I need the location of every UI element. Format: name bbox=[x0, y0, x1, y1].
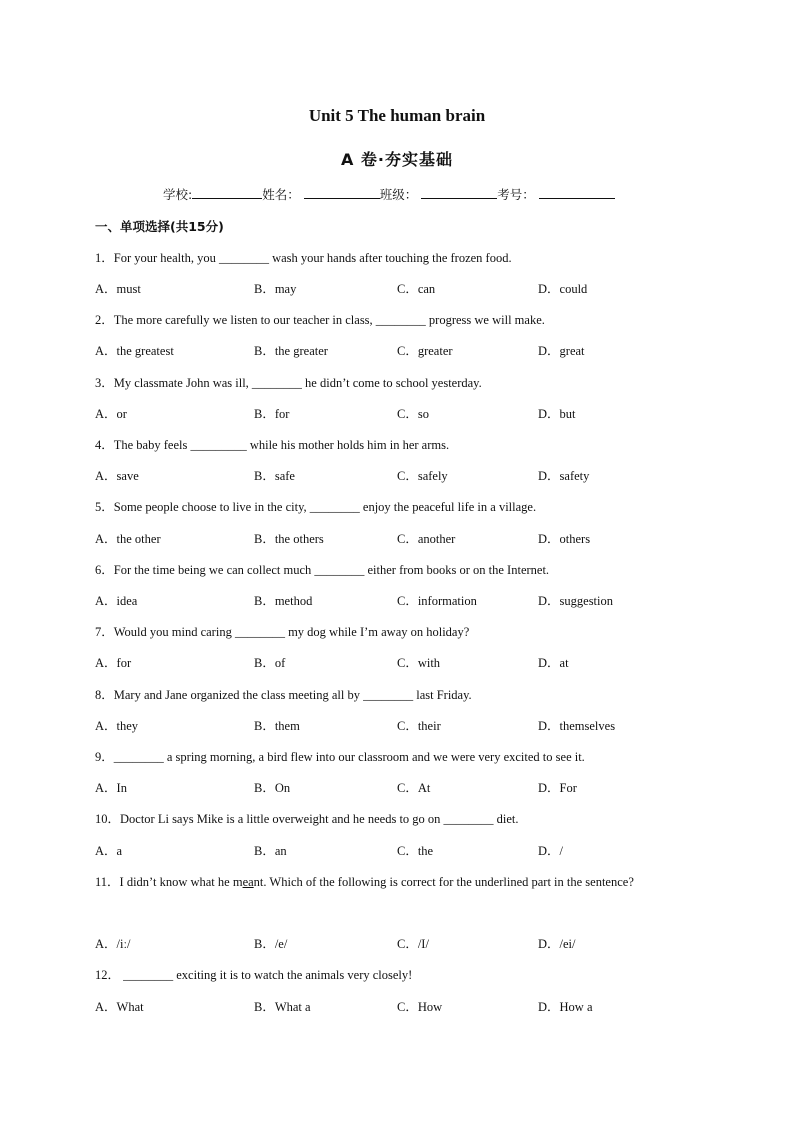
class-label: 班级： bbox=[379, 187, 418, 202]
question-9: 9．________ a spring morning, a bird flew into our classroom and we were very excited to see it. bbox=[95, 750, 585, 764]
option-d[interactable]: D．safety bbox=[538, 469, 590, 483]
option-a[interactable]: A．save bbox=[95, 469, 139, 483]
question-7: 7．Would you mind caring ________ my dog while I’m away on holiday? bbox=[95, 625, 470, 639]
option-c[interactable]: C．/I/ bbox=[397, 937, 429, 951]
option-d[interactable]: D．suggestion bbox=[538, 594, 614, 608]
option-b[interactable]: B．an bbox=[254, 844, 287, 858]
page-title: Unit 5 The human brain bbox=[308, 106, 486, 125]
option-d[interactable]: D．could bbox=[538, 282, 588, 296]
question-4: 4．The baby feels _________ while his mother holds him in her arms. bbox=[95, 438, 450, 452]
option-a[interactable]: A．/iː/ bbox=[95, 937, 131, 951]
section-heading: 一、单项选择(共15分) bbox=[95, 219, 224, 234]
underlined-letters: ea bbox=[242, 875, 254, 889]
option-b[interactable]: B．of bbox=[254, 656, 286, 670]
school-label: 学校: bbox=[163, 187, 193, 202]
question-6: 6．For the time being we can collect much ________ either from books or on the Internet. bbox=[95, 563, 550, 577]
option-a[interactable]: A．idea bbox=[95, 594, 138, 608]
school-blank[interactable] bbox=[192, 184, 262, 199]
question-10: 10．Doctor Li says Mike is a little overweight and he needs to go on ________ diet. bbox=[95, 812, 519, 826]
option-a[interactable]: A．or bbox=[95, 407, 127, 421]
option-c[interactable]: C．so bbox=[397, 407, 429, 421]
page-subtitle: A 卷·夯实基础 bbox=[340, 150, 454, 169]
name-label: 姓名： bbox=[262, 187, 300, 202]
option-a[interactable]: A．the other bbox=[95, 532, 161, 546]
option-c[interactable]: C．their bbox=[397, 719, 441, 733]
question-5: 5．Some people choose to live in the city, ________ enjoy the peaceful life in a village. bbox=[95, 500, 537, 514]
option-c[interactable]: C．another bbox=[397, 532, 456, 546]
option-a[interactable]: A．a bbox=[95, 844, 123, 858]
option-d[interactable]: D．/ bbox=[538, 844, 564, 858]
option-c[interactable]: C．How bbox=[397, 1000, 443, 1014]
option-d[interactable]: D．/ei/ bbox=[538, 937, 576, 951]
option-b[interactable]: B．safe bbox=[254, 469, 295, 483]
question-12: 12． ________ exciting it is to watch the animals very closely! bbox=[95, 968, 413, 982]
option-c[interactable]: C．safely bbox=[397, 469, 448, 483]
option-b[interactable]: B．On bbox=[254, 781, 291, 795]
option-a[interactable]: A．What bbox=[95, 1000, 144, 1014]
option-c[interactable]: C．the bbox=[397, 844, 434, 858]
option-b[interactable]: B．the greater bbox=[254, 344, 328, 358]
question-8: 8．Mary and Jane organized the class meeting all by ________ last Friday. bbox=[95, 688, 472, 702]
option-b[interactable]: B．the others bbox=[254, 532, 324, 546]
question-11 bbox=[95, 872, 634, 890]
option-b[interactable]: B．What a bbox=[254, 1000, 311, 1014]
option-a[interactable]: A．the greatest bbox=[95, 344, 174, 358]
option-b[interactable]: B．for bbox=[254, 407, 290, 421]
option-a[interactable]: A．In bbox=[95, 781, 127, 795]
option-c[interactable]: C．with bbox=[397, 656, 441, 670]
option-d[interactable]: D．great bbox=[538, 344, 585, 358]
option-c[interactable]: C．information bbox=[397, 594, 477, 608]
question-3: 3．My classmate John was ill, ________ he didn’t come to school yesterday. bbox=[95, 376, 482, 390]
option-b[interactable]: B．may bbox=[254, 282, 297, 296]
question-2: 2．The more carefully we listen to our teacher in class, ________ progress we will make. bbox=[95, 313, 545, 327]
option-d[interactable]: D．others bbox=[538, 532, 591, 546]
exam-number-label: 考号： bbox=[497, 187, 535, 202]
option-b[interactable]: B．/e/ bbox=[254, 937, 288, 951]
option-d[interactable]: D．but bbox=[538, 407, 576, 421]
exam-number-blank[interactable] bbox=[539, 184, 615, 199]
option-d[interactable]: D．at bbox=[538, 656, 569, 670]
option-d[interactable]: D．For bbox=[538, 781, 577, 795]
option-a[interactable]: A．they bbox=[95, 719, 139, 733]
option-c[interactable]: C．greater bbox=[397, 344, 453, 358]
class-blank[interactable] bbox=[421, 184, 497, 199]
student-info-line bbox=[163, 184, 615, 203]
question-11-start: 11．I didn’t know what he m bbox=[95, 875, 243, 889]
option-b[interactable]: B．method bbox=[254, 594, 313, 608]
option-d[interactable]: D．themselves bbox=[538, 719, 616, 733]
option-c[interactable]: C．At bbox=[397, 781, 431, 795]
option-c[interactable]: C．can bbox=[397, 282, 436, 296]
name-blank[interactable] bbox=[304, 184, 380, 199]
question-1: 1．For your health, you ________ wash your hands after touching the frozen food. bbox=[95, 251, 512, 265]
question-11-end: nt. Which of the following is correct for the underlined part in the sentence? bbox=[253, 875, 634, 889]
option-a[interactable]: A．must bbox=[95, 282, 141, 296]
option-b[interactable]: B．them bbox=[254, 719, 300, 733]
option-a[interactable]: A．for bbox=[95, 656, 132, 670]
option-d[interactable]: D．How a bbox=[538, 1000, 593, 1014]
